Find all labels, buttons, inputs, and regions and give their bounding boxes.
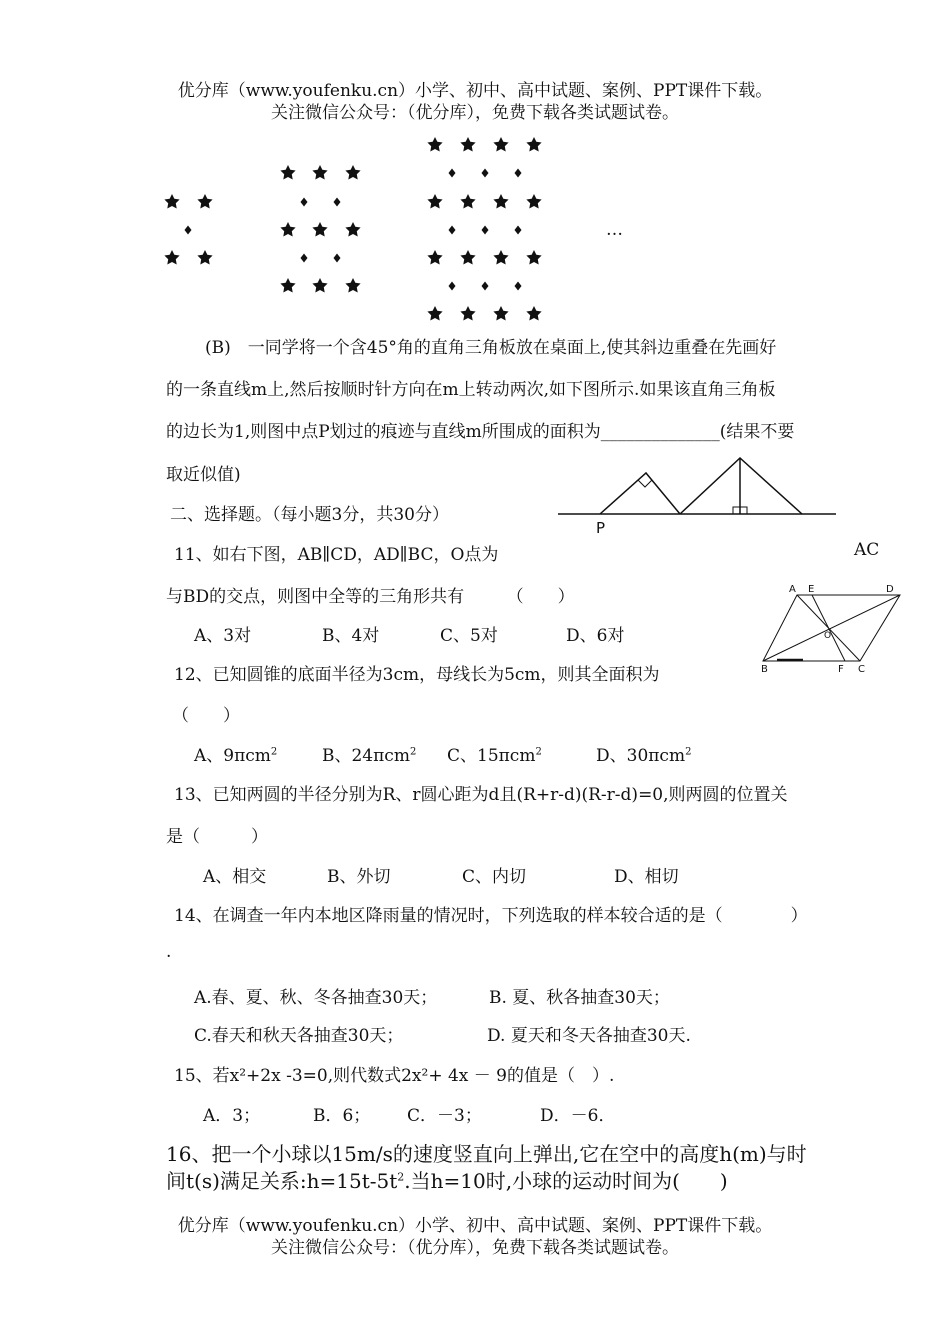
- header-line-2: 关注微信公众号：（优分库），免费下载各类试题试卷。: [271, 103, 679, 123]
- q13-option-d: D、相切: [614, 867, 679, 887]
- q16-line-2: 间t(s)满足关系$:h=15t-5t^2$.当h=10时,小球的运动时间为( ): [166, 1169, 728, 1193]
- qB-line-1: (B) 一同学将一个含45°角的直角三角板放在桌面上,使其斜边重叠在先画好: [205, 338, 777, 358]
- q11-option-d: D、6对: [566, 626, 625, 646]
- q11-option-a: A、3对: [194, 626, 252, 646]
- q11-option-b: B、4对: [322, 626, 380, 646]
- parallelogram-figure: [755, 580, 910, 680]
- q15-option-c: C．－3；: [407, 1106, 482, 1126]
- qB-line-2: 的一条直线m上,然后按顺时针方向在m上转动两次,如下图所示.如果该直角三角板: [166, 380, 776, 400]
- q12-option-d: D、30πcm$^2$: [596, 746, 692, 766]
- section-2-title: 二、选择题。（每小题3分，共30分）: [170, 505, 449, 525]
- qB-line-3: 的边长为1,则图中点P划过的痕迹与直线m所围成的面积为______________(结果不要: [166, 422, 795, 442]
- q13-line-2: 是（ ）: [166, 827, 268, 847]
- footer-line-2: 关注微信公众号：（优分库），免费下载各类试题试卷。: [271, 1238, 679, 1258]
- q11-line-2: 与BD的交点，则图中全等的三角形共有 （ ）: [166, 587, 575, 607]
- header-line-1: 优分库（www.youfenku.cn）小学、初中、高中试题、案例、PPT课件下载。: [177, 81, 773, 101]
- q13-option-a: A、相交: [203, 867, 267, 887]
- q11-line-1: 11、如右下图，AB∥CD，AD∥BC，O点为: [174, 545, 499, 565]
- right-angle-mark-1: [638, 480, 652, 487]
- q13-option-b: B、外切: [327, 867, 391, 887]
- label-d: D: [886, 584, 894, 595]
- q15-option-a: A．3；: [203, 1106, 261, 1126]
- triangle-2: [680, 458, 802, 514]
- q14-line-2: .: [166, 942, 172, 962]
- q14-option-d: D. 夏天和冬天各抽查30天.: [487, 1026, 691, 1046]
- point-p-label: P: [596, 519, 606, 537]
- label-e: E: [808, 584, 815, 595]
- q14-line-1: 14、在调查一年内本地区降雨量的情况时，下列选取的样本较合适的是（ ）: [174, 906, 808, 926]
- pattern-3: [427, 137, 541, 320]
- pattern-2: [280, 165, 360, 292]
- q12-option-c: C、15πcm$^2$: [447, 746, 542, 766]
- label-b: B: [761, 664, 768, 675]
- pattern-ellipsis: …: [606, 220, 623, 240]
- label-c: C: [858, 664, 865, 675]
- triangle-rotation-figure: [550, 450, 845, 540]
- q13-line-1: 13、已知两圆的半径分别为R、r圆心距为d且(R+r-d)(R-r-d)=0,则两圆的位置关: [174, 785, 788, 805]
- q14-option-a: A.春、夏、秋、冬各抽查30天；: [194, 988, 438, 1008]
- q12-option-a: A、9πcm$^2$: [194, 746, 278, 766]
- q14-option-b: B. 夏、秋各抽查30天；: [489, 988, 670, 1008]
- triangle-1: [600, 473, 680, 514]
- qB-line-4: 取近似值): [166, 465, 241, 485]
- q16-line-1: 16、把一个小球以15m/s的速度竖直向上弹出,它在空中的高度h(m)与时: [166, 1142, 807, 1166]
- q15-line-1: 15、若x²+2x -3=0,则代数式2x²+ 4x － 9的值是（ ）.: [174, 1066, 615, 1086]
- pattern-1: [164, 194, 212, 264]
- q15-option-b: B．6；: [313, 1106, 371, 1126]
- q12-line-2: （ ）: [172, 706, 240, 726]
- q15-option-d: D．－6．: [540, 1106, 616, 1126]
- label-a: A: [789, 584, 796, 595]
- q14-option-c: C.春天和秋天各抽查30天；: [194, 1026, 404, 1046]
- label-o: O: [824, 631, 832, 641]
- q11-option-c: C、5对: [440, 626, 498, 646]
- star-pattern-figure: [150, 130, 670, 330]
- q12-option-b: B、24πcm$^2$: [322, 746, 417, 766]
- q13-option-c: C、内切: [462, 867, 527, 887]
- segment-ef: [812, 595, 845, 661]
- q12-line-1: 12、已知圆锥的底面半径为3cm，母线长为5cm，则其全面积为: [174, 665, 660, 685]
- footer-line-1: 优分库（www.youfenku.cn）小学、初中、高中试题、案例、PPT课件下载。: [177, 1216, 773, 1236]
- q11-line-1-tail: AC: [854, 540, 880, 560]
- label-f: F: [838, 664, 844, 675]
